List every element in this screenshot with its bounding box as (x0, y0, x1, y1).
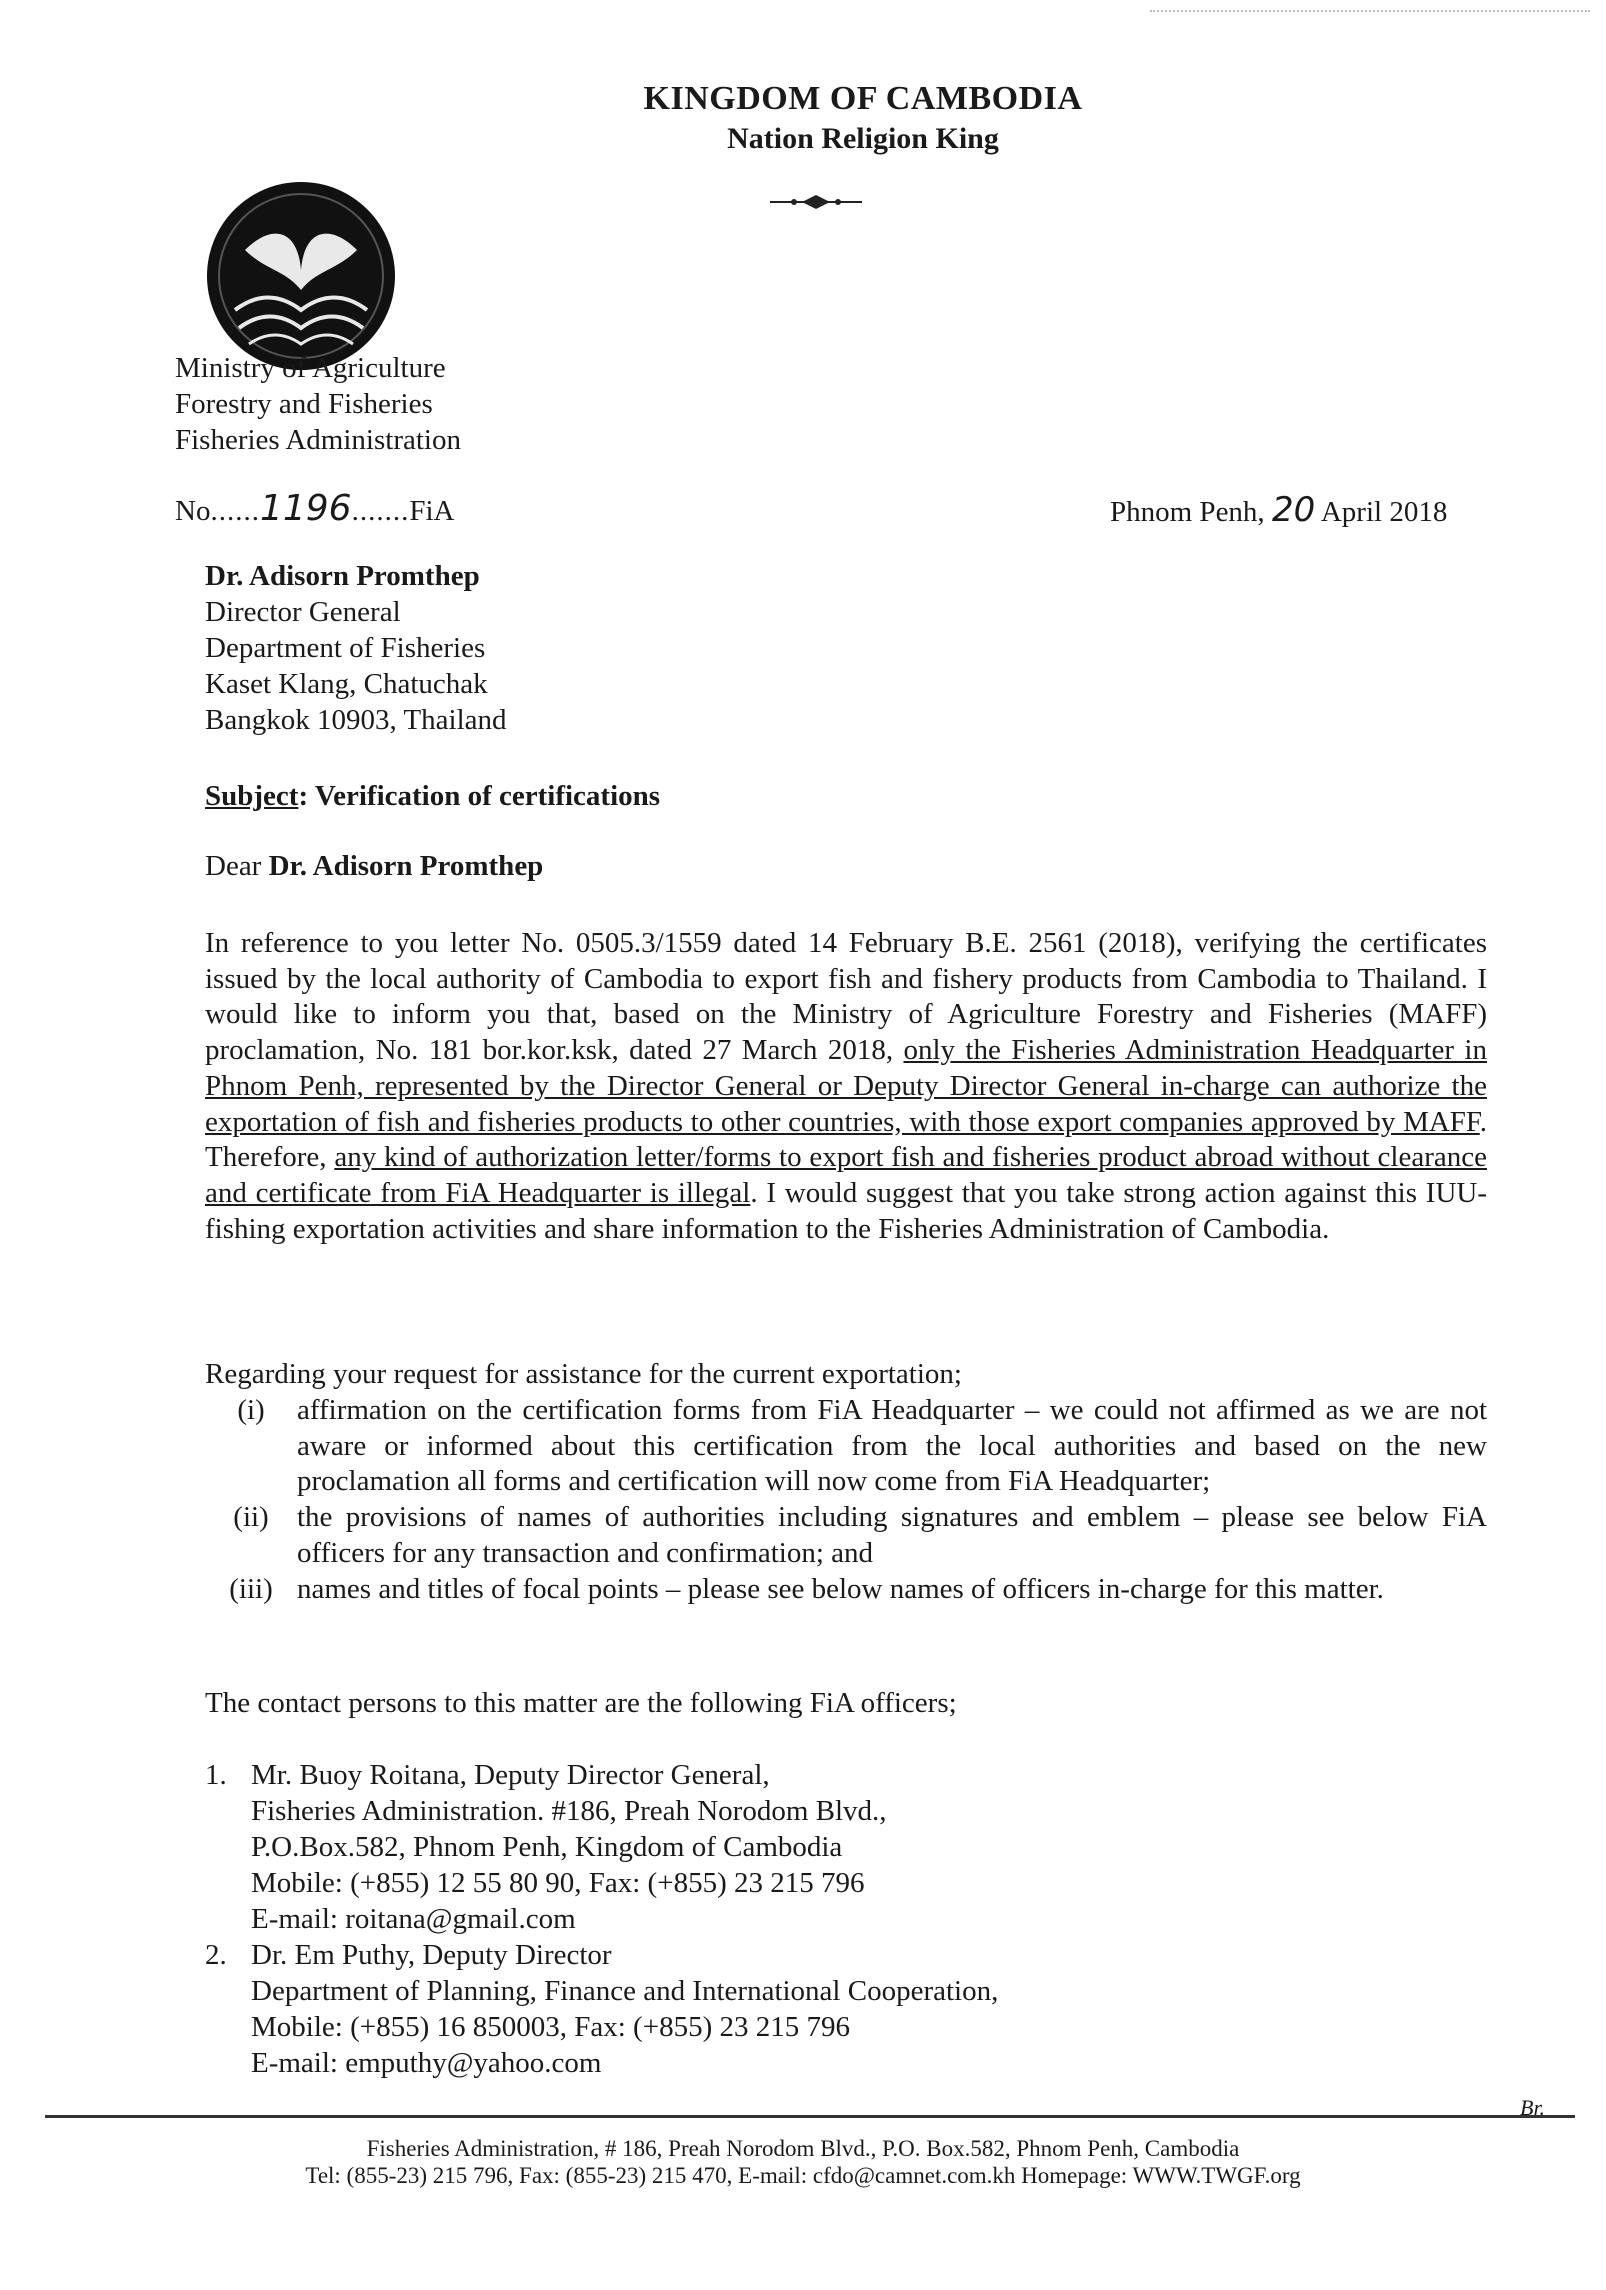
reference-handwritten-number: 1196 (259, 488, 352, 529)
handwritten-initial: Br. (1520, 2095, 1546, 2120)
fisheries-administration-seal (205, 180, 397, 372)
ministry-line-1: Ministry of Agriculture (175, 352, 446, 384)
contact-entry (205, 1757, 998, 1937)
list-item (205, 1572, 1487, 1608)
subject-text: : Verification of certifications (298, 780, 661, 812)
salutation-prefix: Dear (205, 850, 262, 882)
item-number: (ii) (233, 1501, 269, 1534)
contact-number: 2. (205, 1939, 227, 1971)
item-text: the provisions of names of authorities including signatures and emblem – please see below FiA officers for any transaction and confirmation; and (297, 1501, 1487, 1569)
contact-department: Department of Planning, Finance and International Cooperation, (251, 1975, 999, 2007)
addressee-name: Dr. Adisorn Promthep (205, 560, 480, 592)
footer-contact: Tel: (855-23) 215 796, Fax: (855-23) 215 470, E-mail: cfdo@camnet.com.kh Homepage: WWW.TWGF.org (305, 2163, 1301, 2188)
contact-name: Dr. Em Puthy, Deputy Director (251, 1939, 612, 1971)
date-month-year: April 2018 (1320, 496, 1448, 528)
salutation (205, 850, 543, 883)
reference-number (175, 488, 454, 529)
contact-name: Mr. Buoy Roitana, Deputy Director General, (251, 1759, 770, 1791)
paragraph-1-underlined-illegal: any kind of authorization letter/forms to export fish and fisheries product abroad without clearance and certificate from FiA Headquarter is illegal (205, 1141, 1487, 1209)
paragraph-request: Regarding your request for assistance for the current exportation; (205, 1358, 962, 1390)
addressee-street: Kaset Klang, Chatuchak (205, 668, 488, 700)
paragraph-1-part-e: . I would suggest that you take strong action against this IUU-fishing exportation activities and share information to the Fisheries Administration of Cambodia. (205, 1176, 1487, 1245)
contact-email: E-mail: emputhy@yahoo.com (251, 2047, 602, 2079)
reference-suffix: FiA (409, 495, 455, 527)
reference-dots-after: ....... (351, 495, 410, 527)
item-number: (i) (237, 1394, 265, 1426)
list-item (205, 1500, 1487, 1571)
subject-label: Subject (205, 780, 299, 812)
subject-line (205, 780, 660, 813)
addressee-title: Director General (205, 596, 401, 628)
contact-email: E-mail: roitana@gmail.com (251, 1903, 576, 1935)
ministry-line-2: Forestry and Fisheries (175, 388, 433, 420)
request-items-list (205, 1393, 1487, 1607)
contacts-list (205, 1757, 998, 2081)
paragraph-reference (205, 926, 1487, 1247)
addressee-block (205, 558, 507, 738)
paragraph-contacts-intro: The contact persons to this matter are the following FiA officers; (205, 1687, 957, 1719)
reference-prefix: No (175, 495, 211, 527)
date-place: Phnom Penh, (1110, 496, 1265, 528)
national-motto: Nation Religion King (727, 122, 999, 155)
addressee-department: Department of Fisheries (205, 632, 486, 664)
contact-number: 1. (205, 1759, 227, 1791)
contact-phone: Mobile: (+855) 16 850003, Fax: (+855) 23 215 796 (251, 2011, 850, 2043)
kingdom-heading: KINGDOM OF CAMBODIA (643, 80, 1083, 117)
letter-date (1110, 490, 1447, 530)
footer-address: Fisheries Administration, # 186, Preah Norodom Blvd., P.O. Box.582, Phnom Penh, Cambodia (366, 2136, 1240, 2161)
item-text: affirmation on the certification forms from FiA Headquarter – we could not affirmed as we are not aware or informed about this certification from the local authorities and based on the new proclamation all forms and certification will now come from FiA Headquarter; (297, 1394, 1487, 1498)
item-number: (iii) (229, 1572, 273, 1605)
paragraph-1-underlined-authority: only the Fisheries Administration Headquarter in Phnom Penh, represented by the Director General or Deputy Director General in-charge can authorize the exportation of fish and fisheries products to other countries, with those export companies approved by MAFF (205, 1034, 1487, 1138)
top-scan-line (1150, 10, 1590, 12)
contact-organization: Fisheries Administration. #186, Preah Norodom Blvd., (251, 1795, 887, 1827)
ornament-divider-icon (770, 192, 862, 212)
date-handwritten-day: 20 (1271, 490, 1316, 530)
ministry-block (175, 350, 461, 458)
contact-phone: Mobile: (+855) 12 55 80 90, Fax: (+855) 23 215 796 (251, 1867, 865, 1899)
list-item (205, 1393, 1487, 1500)
salutation-name: Dr. Adisorn Promthep (268, 850, 544, 882)
addressee-city: Bangkok 10903, Thailand (205, 704, 507, 736)
reference-dots-before: ...... (210, 495, 260, 527)
item-text: names and titles of focal points – please see below names of officers in-charge for this matter. (297, 1572, 1384, 1605)
ministry-line-3: Fisheries Administration (175, 424, 461, 456)
contact-address: P.O.Box.582, Phnom Penh, Kingdom of Cambodia (251, 1831, 843, 1863)
paragraph-1-part-c: . Therefore, (205, 1105, 1487, 1174)
paragraph-1-part-a: In reference to you letter No. 0505.3/1559 dated 14 February B.E. 2561 (2018), verifying the certificates issued by the local authority of Cambodia to export fish and fishery products from Cambodia to Thailand. I would like to inform you that, based on the Ministry of Agriculture Forestry and Fisheries (MAFF) proclamation, No. 181 bor.kor.ksk, dated 27 March 2018, (205, 927, 1487, 1067)
contact-entry (205, 1937, 998, 2081)
footer-rule (45, 2115, 1575, 2118)
